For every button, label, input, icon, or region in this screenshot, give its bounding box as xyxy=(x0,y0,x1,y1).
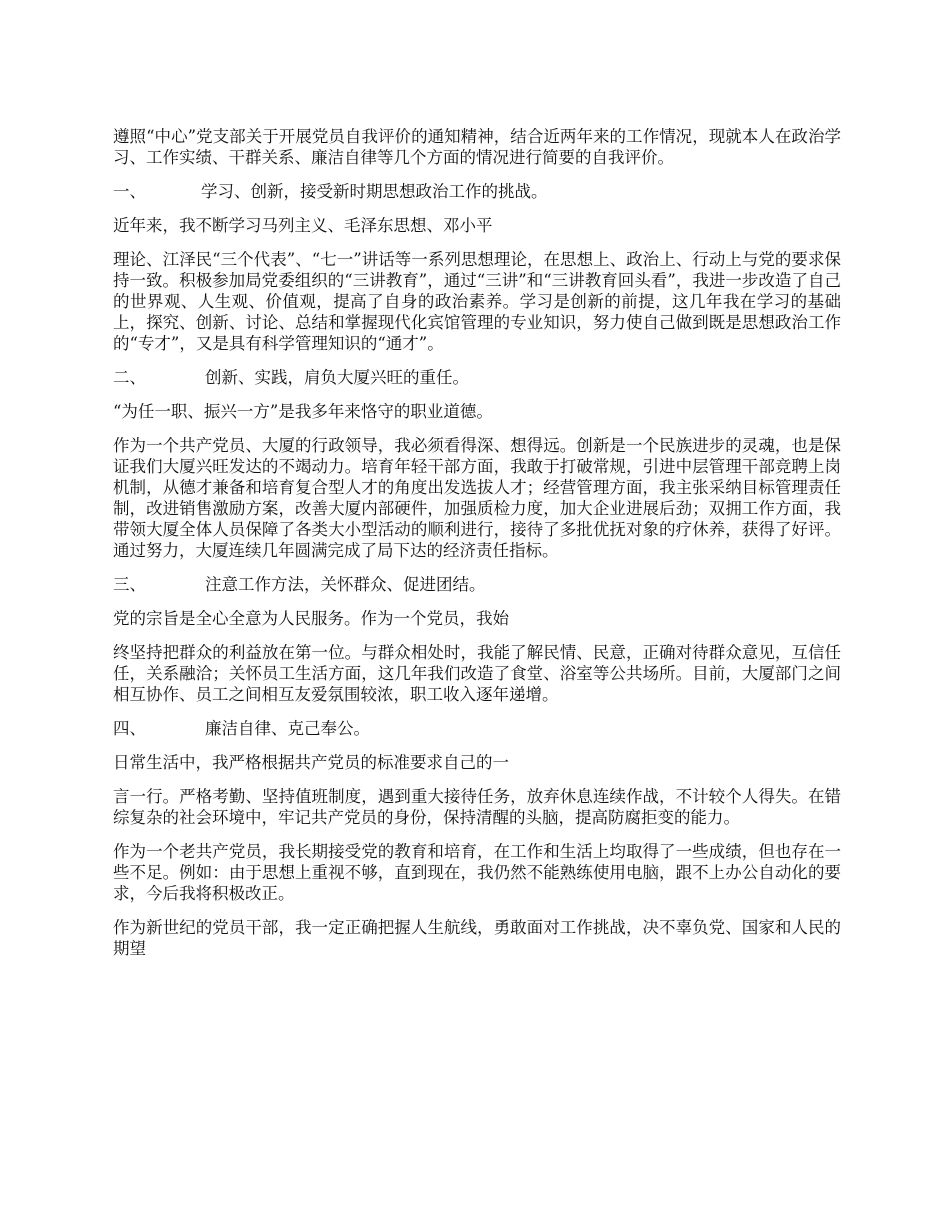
section-title: 廉洁自律、克己奉公。 xyxy=(205,719,370,738)
section-1-paragraph-2: 理论、江泽民“三个代表”、“七一”讲话等一系列思想理论，在思想上、政治上、行动上与党的要求保持一致。积极参加局党委组织的“三讲教育”，通过“三讲”和“三讲教育回头看”，我进一步改造了自己的世界观、人生观、价值观，提高了自身的政治素养。学习是创新的前提，这几年我在学习的基础上，探究、创新、讨论、总结和掌握现代化宾馆管理的专业知识，努力使自己做到既是思想政治工作的“专才”，又是具有科学管理知识的“通才”。 xyxy=(113,250,841,353)
intro-paragraph: 遵照“中心”党支部关于开展党员自我评价的通知精神，结合近两年来的工作情况，现就本人在政治学习、工作实绩、干群关系、廉洁自律等几个方面的情况进行简要的自我评价。 xyxy=(113,127,841,167)
closing-paragraph-2: 作为新世纪的党员干部，我一定正确把握人生航线，勇敢面对工作挑战，决不辜负党、国家和人民的期望 xyxy=(113,918,841,958)
section-4-paragraph-1: 日常生活中，我严格根据共产党员的标准要求自己的一 xyxy=(113,753,509,772)
section-number: 四、 xyxy=(113,719,146,738)
section-3-paragraph-2: 终坚持把群众的利益放在第一位。与群众相处时，我能了解民情、民意，正确对待群众意见，互信任任，关系融洽；关怀员工生活方面，这几年我们改造了食堂、浴室等公共场所。目前，大厦部门之间相互协作、员工之间相互友爱氛围较浓，职工收入逐年递增。 xyxy=(113,643,841,704)
document-page xyxy=(113,126,841,972)
section-heading-1 xyxy=(113,181,841,202)
section-title: 学习、创新，接受新时期思想政治工作的挑战。 xyxy=(201,182,548,201)
section-number: 一、 xyxy=(113,182,146,201)
section-heading-3 xyxy=(113,574,841,595)
section-1-paragraph-1: 近年来，我不断学习马列主义、毛泽东思想、邓小平 xyxy=(113,216,493,235)
closing-paragraph-1: 作为一个老共产党员，我长期接受党的教育和培育，在工作和生活上均取得了一些成绩，但也存在一些不足。例如：由于思想上重视不够，直到现在，我仍然不能熟练使用电脑，跟不上办公自动化的要求，今后我将积极改正。 xyxy=(113,842,841,903)
section-number: 二、 xyxy=(113,368,146,387)
section-4-paragraph-2: 言一行。严格考勤、坚持值班制度，遇到重大接待任务，放弃休息连续作战，不计较个人得失。在错综复杂的社会环境中，牢记共产党员的身份，保持清醒的头脑，提高防腐拒变的能力。 xyxy=(113,787,841,827)
section-title: 注意工作方法，关怀群众、促进团结。 xyxy=(205,575,486,594)
section-title: 创新、实践，肩负大厦兴旺的重任。 xyxy=(205,368,469,387)
section-2-paragraph-1: “为任一职、振兴一方”是我多年来恪守的职业道德。 xyxy=(113,402,493,421)
section-3-paragraph-1: 党的宗旨是全心全意为人民服务。作为一个党员，我始 xyxy=(113,609,509,628)
section-heading-4 xyxy=(113,718,841,739)
section-heading-2 xyxy=(113,367,841,388)
section-number: 三、 xyxy=(113,575,146,594)
section-2-paragraph-2: 作为一个共产党员、大厦的行政领导，我必须看得深、想得远。创新是一个民族进步的灵魂，也是保证我们大厦兴旺发达的不竭动力。培育年轻干部方面，我敢于打破常规，引进中层管理干部竞聘上岗机制，从德才兼备和培育复合型人才的角度出发选拔人才；经营管理方面，我主张采纳目标管理责任制，改进销售激励方案，改善大厦内部硬件，加强质检力度，加大企业进展后劲；双拥工作方面，我带领大厦全体人员保障了各类大小型活动的顺利进行，接待了多批优抚对象的疗休养，获得了好评。通过努力，大厦连续几年圆满完成了局下达的经济责任指标。 xyxy=(113,436,841,560)
